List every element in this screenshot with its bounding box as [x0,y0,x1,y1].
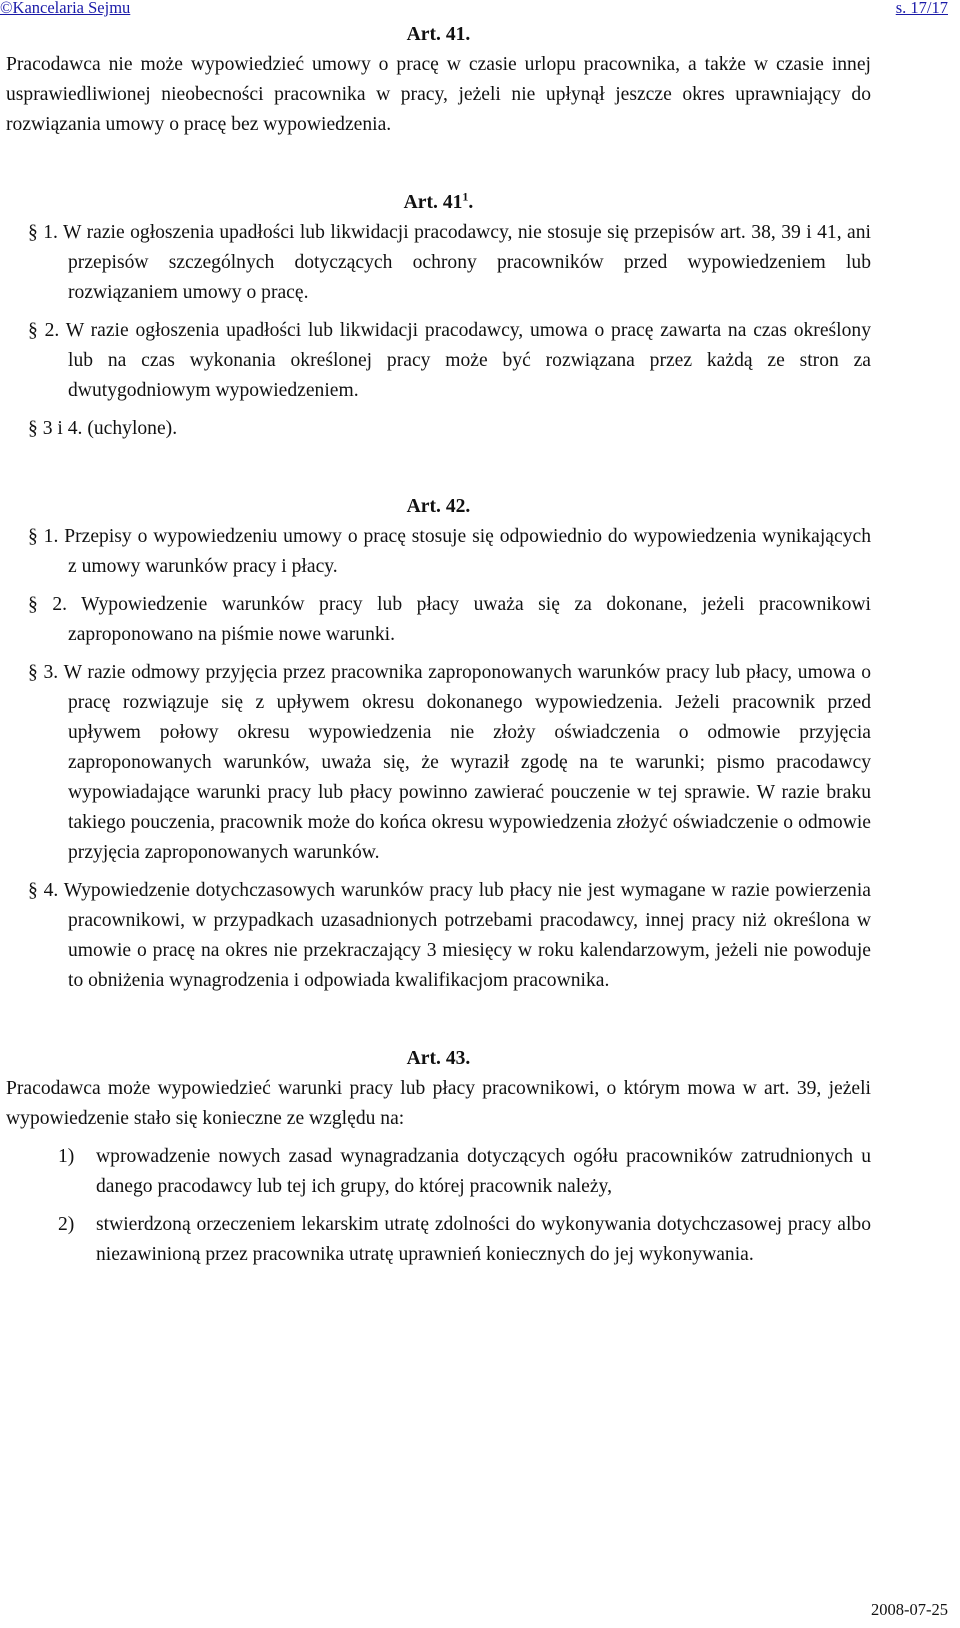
article-42-paragraph-1: § 1. Przepisy o wypowiedzeniu umowy o pracę stosuje się odpowiednio do wypowiedzenia wynikających z umowy warunków pracy i płacy. [28,526,871,577]
page-footer-date: 2008-07-25 [871,1600,948,1619]
source-link[interactable]: ©Kancelaria Sejmu [0,0,131,17]
article-42-paragraph-3: § 3. W razie odmowy przyjęcia przez pracownika zaproponowanych warunków pracy lub płacy, umowa o pracę rozwiązuje się z upływem okresu dokonanego wypowiedzenia. Jeżeli pracownik przed upływem połowy okresu wypowiedzenia nie złoży oświadczenia o odmowie przyjęcia zaproponowanych warunków, uważa się, że wyraził zgodę na te warunki; pismo pracodawcy wypowiadające warunki pracy lub płacy powinno zawierać pouczenie w tej sprawie. W razie braku takiego pouczenia, pracownik może do końca okresu wypowiedzenia złożyć oświadczenie o odmowie przyjęcia zaproponowanych warunków. [28,662,871,863]
article-42-paragraph-4: § 4. Wypowiedzenie dotychczasowych warunków pracy lub płacy nie jest wymagane w razie powierzenia pracownikowi, w przypadkach uzasadnionych potrzebami pracodawcy, innej pracy niż określona w umowie o pracę na okres nie przekraczający 3 miesięcy w roku kalendarzowym, jeżeli nie powoduje to obniżenia wynagrodzenia i odpowiada kwalifikacjom pracownika. [28,880,871,991]
article-43-title: Art. 43. [406,1048,471,1069]
article-41-1-paragraph-3: § 3 i 4. (uchylone). [28,418,178,439]
article-41-1-title: Art. $41^1$. [403,189,474,213]
superscript: 1 [462,189,469,204]
list-item-text: wprowadzenie nowych zasad wynagradzania dotyczących ogółu pracowników zatrudnionych u danego pracodawcy lub tej ich grupy, do której pracownik należy, [96,1146,871,1197]
article-41-1-paragraph-2: § 2. W razie ogłoszenia upadłości lub likwidacji pracodawcy, umowa o pracę zawarta na czas określony lub na czas wykonania określonej pracy może być rozwiązana przez każdą ze stron za dwutygodniowym wypowiedzeniem. [28,320,871,401]
list-item-text: stwierdzoną orzeczeniem lekarskim utratę zdolności do wykonywania dotychczasowej pracy albo niezawinioną przez pracownika utratę uprawnień koniecznych do jej wykonywania. [96,1214,871,1265]
article-41-title: Art. 41. [406,24,471,45]
page-number-link[interactable]: s. 17/17 [895,0,948,17]
article-43-intro: Pracodawca może wypowiedzieć warunki pracy lub płacy pracownikowi, o którym mowa w art. 39, jeżeli wypowiedzenie stało się konieczne ze względu na: [6,1078,871,1129]
list-item [58,1210,871,1270]
list-item [58,1142,871,1202]
article-41-text: Pracodawca nie może wypowiedzieć umowy o pracę w czasie urlopu pracownika, a także w czasie innej usprawiedliwionej nieobecności pracownika w pracy, jeżeli nie upłynął jeszcze okres uprawniający do rozwiązania umowy o pracę bez wypowiedzenia. [6,54,871,135]
document-body [6,20,871,1270]
list-item-number: 1) [58,1146,75,1167]
list-item-number: 2) [58,1214,75,1235]
article-42-paragraph-2: § 2. Wypowiedzenie warunków pracy lub płacy uważa się za dokonane, jeżeli pracownikowi zaproponowano na piśmie nowe warunki. [28,594,871,645]
article-41-1-paragraph-1: § 1. W razie ogłoszenia upadłości lub likwidacji pracodawcy, nie stosuje się przepisów art. 38, 39 i 41, ani przepisów szczególnych dotyczących ochrony pracowników przed wypowiedzeniem lub rozwiązaniem umowy o pracę. [28,222,871,303]
article-42-title: Art. 42. [406,496,471,517]
page-header [0,0,948,22]
